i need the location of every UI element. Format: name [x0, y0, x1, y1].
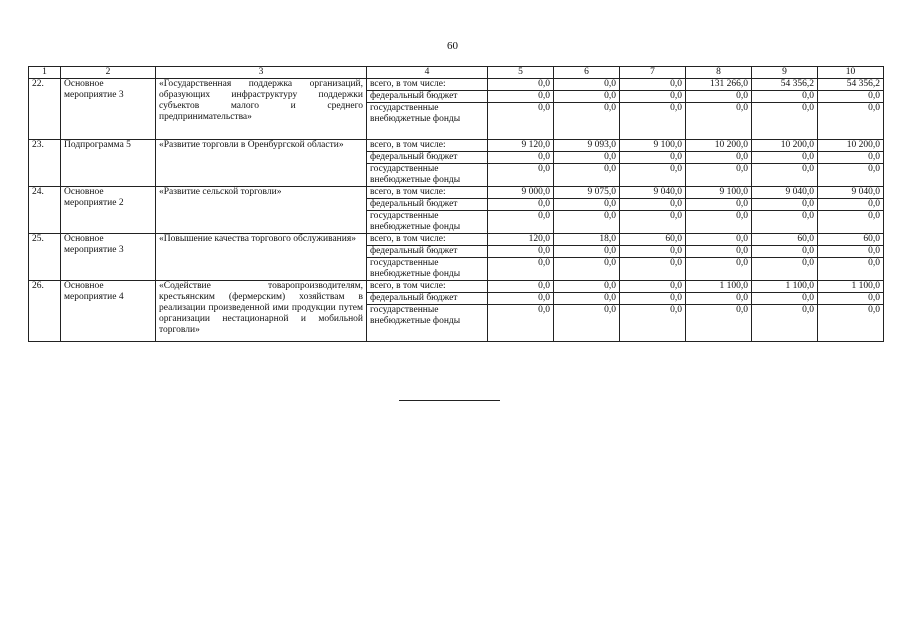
amount-cell: 0,0: [488, 199, 554, 211]
amount-cell: 0,0: [554, 91, 620, 103]
amount-cell: 0,0: [620, 79, 686, 91]
amount-cell: 10 200,0: [818, 140, 884, 152]
amount-cell: 0,0: [488, 293, 554, 305]
funding-source-label: государственные внебюджетные фонды: [367, 164, 488, 187]
amount-cell: 0,0: [818, 246, 884, 258]
amount-cell: 0,0: [752, 91, 818, 103]
budget-table: [28, 66, 884, 342]
amount-cell: 9 100,0: [686, 187, 752, 199]
column-number: 6: [554, 67, 620, 79]
amount-cell: 0,0: [488, 246, 554, 258]
amount-cell: 60,0: [818, 234, 884, 246]
amount-cell: 9 100,0: [620, 140, 686, 152]
column-number: 1: [29, 67, 61, 79]
amount-cell: 0,0: [554, 281, 620, 293]
table-row: [29, 187, 884, 199]
column-number: 3: [156, 67, 367, 79]
amount-cell: 0,0: [620, 305, 686, 342]
amount-cell: 0,0: [752, 305, 818, 342]
amount-cell: 0,0: [554, 199, 620, 211]
table-row: [29, 281, 884, 293]
amount-cell: 0,0: [488, 103, 554, 140]
amount-cell: 1 100,0: [752, 281, 818, 293]
table-row: [29, 79, 884, 91]
amount-cell: 0,0: [488, 79, 554, 91]
row-number: 25.: [29, 234, 61, 281]
amount-cell: 0,0: [818, 164, 884, 187]
amount-cell: 60,0: [620, 234, 686, 246]
amount-cell: 0,0: [620, 91, 686, 103]
amount-cell: 0,0: [620, 211, 686, 234]
column-number: 2: [61, 67, 156, 79]
amount-cell: 0,0: [554, 293, 620, 305]
column-number: 10: [818, 67, 884, 79]
funding-source-label: всего, в том числе:: [367, 281, 488, 293]
amount-cell: 0,0: [620, 258, 686, 281]
amount-cell: 0,0: [554, 211, 620, 234]
amount-cell: 0,0: [686, 246, 752, 258]
amount-cell: 9 040,0: [752, 187, 818, 199]
amount-cell: 0,0: [488, 164, 554, 187]
amount-cell: 0,0: [686, 258, 752, 281]
amount-cell: 0,0: [752, 103, 818, 140]
funding-source-label: государственные внебюджетные фонды: [367, 258, 488, 281]
funding-source-label: всего, в том числе:: [367, 79, 488, 91]
funding-source-label: федеральный бюджет: [367, 152, 488, 164]
column-number: 8: [686, 67, 752, 79]
amount-cell: 0,0: [554, 103, 620, 140]
funding-source-label: всего, в том числе:: [367, 140, 488, 152]
amount-cell: 0,0: [818, 199, 884, 211]
amount-cell: 0,0: [488, 305, 554, 342]
amount-cell: 0,0: [752, 246, 818, 258]
amount-cell: 0,0: [686, 103, 752, 140]
amount-cell: 0,0: [554, 152, 620, 164]
amount-cell: 0,0: [818, 293, 884, 305]
amount-cell: 0,0: [620, 164, 686, 187]
amount-cell: 9 040,0: [620, 187, 686, 199]
measure-description: «Развитие сельской торговли»: [156, 187, 367, 234]
amount-cell: 1 100,0: [818, 281, 884, 293]
funding-source-label: федеральный бюджет: [367, 91, 488, 103]
funding-source-label: государственные внебюджетные фонды: [367, 103, 488, 140]
amount-cell: 10 200,0: [686, 140, 752, 152]
amount-cell: 0,0: [752, 258, 818, 281]
funding-source-label: всего, в том числе:: [367, 187, 488, 199]
amount-cell: 0,0: [488, 91, 554, 103]
column-number: 5: [488, 67, 554, 79]
amount-cell: 0,0: [752, 293, 818, 305]
column-number: 4: [367, 67, 488, 79]
amount-cell: 0,0: [488, 258, 554, 281]
funding-source-label: всего, в том числе:: [367, 234, 488, 246]
table-row: [29, 234, 884, 246]
amount-cell: 0,0: [818, 258, 884, 281]
amount-cell: 54 356,2: [752, 79, 818, 91]
amount-cell: 131 266,0: [686, 79, 752, 91]
amount-cell: 60,0: [752, 234, 818, 246]
amount-cell: 0,0: [554, 305, 620, 342]
amount-cell: 0,0: [554, 246, 620, 258]
amount-cell: 0,0: [554, 79, 620, 91]
amount-cell: 1 100,0: [686, 281, 752, 293]
funding-source-label: федеральный бюджет: [367, 199, 488, 211]
amount-cell: 0,0: [554, 164, 620, 187]
amount-cell: 0,0: [818, 152, 884, 164]
amount-cell: 0,0: [620, 152, 686, 164]
row-number: 24.: [29, 187, 61, 234]
funding-source-label: государственные внебюджетные фонды: [367, 211, 488, 234]
measure-name: Основное мероприятие 3: [61, 79, 156, 140]
amount-cell: 0,0: [818, 103, 884, 140]
amount-cell: 9 075,0: [554, 187, 620, 199]
amount-cell: 0,0: [620, 246, 686, 258]
measure-name: Основное мероприятие 3: [61, 234, 156, 281]
amount-cell: 0,0: [686, 152, 752, 164]
amount-cell: 0,0: [620, 199, 686, 211]
funding-source-label: федеральный бюджет: [367, 293, 488, 305]
page-number: 60: [447, 40, 458, 52]
amount-cell: 9 040,0: [818, 187, 884, 199]
funding-source-label: государственные внебюджетные фонды: [367, 305, 488, 342]
amount-cell: 0,0: [488, 152, 554, 164]
amount-cell: 0,0: [686, 199, 752, 211]
amount-cell: 0,0: [488, 211, 554, 234]
amount-cell: 0,0: [620, 281, 686, 293]
table-row: [29, 140, 884, 152]
amount-cell: 0,0: [554, 258, 620, 281]
amount-cell: 0,0: [752, 199, 818, 211]
measure-name: Подпрограмма 5: [61, 140, 156, 187]
row-number: 22.: [29, 79, 61, 140]
amount-cell: 9 000,0: [488, 187, 554, 199]
amount-cell: 0,0: [620, 103, 686, 140]
measure-description: «Содействие товаропроизводителям, крестьянским (фермерским) хозяйствам в реализации произведенной ими продукции путем организации нестационарной и мобильной торговли»: [156, 281, 367, 342]
measure-name: Основное мероприятие 2: [61, 187, 156, 234]
measure-description: «Развитие торговли в Оренбургской области»: [156, 140, 367, 187]
amount-cell: 0,0: [686, 305, 752, 342]
amount-cell: 0,0: [686, 91, 752, 103]
amount-cell: 0,0: [818, 305, 884, 342]
amount-cell: 54 356,2: [818, 79, 884, 91]
amount-cell: 0,0: [752, 211, 818, 234]
measure-description: «Повышение качества торгового обслуживания»: [156, 234, 367, 281]
row-number: 26.: [29, 281, 61, 342]
measure-description: «Государственная поддержка организаций, образующих инфраструктуру поддержки субъектов малого и среднего предпринимательства»: [156, 79, 367, 140]
amount-cell: 18,0: [554, 234, 620, 246]
measure-name: Основное мероприятие 4: [61, 281, 156, 342]
column-number-row: [29, 67, 884, 79]
amount-cell: 0,0: [752, 152, 818, 164]
closing-rule: [399, 400, 500, 401]
row-number: 23.: [29, 140, 61, 187]
column-number: 7: [620, 67, 686, 79]
amount-cell: 0,0: [686, 211, 752, 234]
amount-cell: 0,0: [686, 234, 752, 246]
amount-cell: 0,0: [818, 211, 884, 234]
amount-cell: 0,0: [488, 281, 554, 293]
amount-cell: 0,0: [686, 164, 752, 187]
amount-cell: 0,0: [818, 91, 884, 103]
column-number: 9: [752, 67, 818, 79]
amount-cell: 120,0: [488, 234, 554, 246]
amount-cell: 9 120,0: [488, 140, 554, 152]
amount-cell: 0,0: [686, 293, 752, 305]
funding-source-label: федеральный бюджет: [367, 246, 488, 258]
amount-cell: 0,0: [620, 293, 686, 305]
amount-cell: 9 093,0: [554, 140, 620, 152]
amount-cell: 0,0: [752, 164, 818, 187]
amount-cell: 10 200,0: [752, 140, 818, 152]
